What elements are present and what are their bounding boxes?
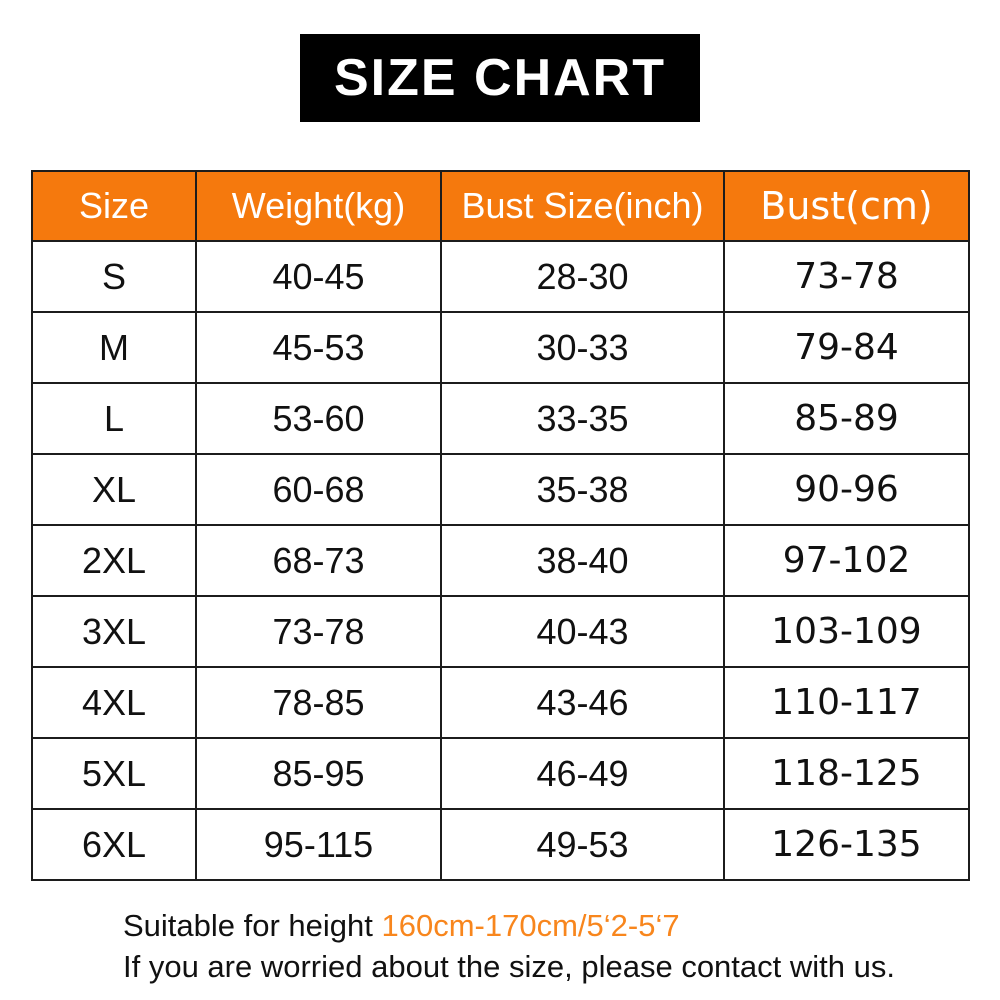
bust-inch-cell: 35-38 <box>441 454 724 525</box>
bust-inch-cell: 38-40 <box>441 525 724 596</box>
weight-cell: 68-73 <box>196 525 441 596</box>
header-cell-weight: Weight(kg) <box>196 171 441 241</box>
footer-note <box>123 905 1000 987</box>
bust-cm-cell: 73-78 <box>724 241 969 312</box>
bust-cm-cell: 97-102 <box>724 525 969 596</box>
bust-inch-cell: 43-46 <box>441 667 724 738</box>
table-row <box>32 596 969 667</box>
weight-cell: 78-85 <box>196 667 441 738</box>
weight-cell: 40-45 <box>196 241 441 312</box>
table-row <box>32 383 969 454</box>
table-header-row <box>32 171 969 241</box>
table-row <box>32 667 969 738</box>
weight-cell: 53-60 <box>196 383 441 454</box>
bust-inch-cell: 40-43 <box>441 596 724 667</box>
weight-cell: 73-78 <box>196 596 441 667</box>
weight-cell: 45-53 <box>196 312 441 383</box>
bust-cm-cell: 118-125 <box>724 738 969 809</box>
bust-cm-cell: 79-84 <box>724 312 969 383</box>
size-cell: 4XL <box>32 667 196 738</box>
size-cell: 5XL <box>32 738 196 809</box>
size-cell: 3XL <box>32 596 196 667</box>
bust-inch-cell: 30-33 <box>441 312 724 383</box>
bust-inch-cell: 46-49 <box>441 738 724 809</box>
table-body <box>32 241 969 880</box>
table-row <box>32 738 969 809</box>
bust-inch-cell: 49-53 <box>441 809 724 880</box>
size-cell: L <box>32 383 196 454</box>
size-chart-banner <box>300 34 700 122</box>
size-cell: 2XL <box>32 525 196 596</box>
header-cell-bust-cm: Bust(cm) <box>724 171 969 241</box>
size-table <box>31 170 970 881</box>
contact-line: If you are worried about the size, please contact with us. <box>123 949 895 984</box>
bust-inch-cell: 33-35 <box>441 383 724 454</box>
bust-inch-cell: 28-30 <box>441 241 724 312</box>
table-row <box>32 809 969 880</box>
header-cell-size: Size <box>32 171 196 241</box>
table-row <box>32 241 969 312</box>
bust-cm-cell: 126-135 <box>724 809 969 880</box>
table-row <box>32 312 969 383</box>
size-cell: M <box>32 312 196 383</box>
size-cell: 6XL <box>32 809 196 880</box>
height-range-line <box>123 905 1000 946</box>
weight-cell: 95-115 <box>196 809 441 880</box>
size-cell: S <box>32 241 196 312</box>
table-row <box>32 454 969 525</box>
weight-cell: 85-95 <box>196 738 441 809</box>
size-cell: XL <box>32 454 196 525</box>
bust-cm-cell: 110-117 <box>724 667 969 738</box>
bust-cm-cell: 85-89 <box>724 383 969 454</box>
bust-cm-cell: 90-96 <box>724 454 969 525</box>
table-row <box>32 525 969 596</box>
header-cell-bust-inch: Bust Size(inch) <box>441 171 724 241</box>
weight-cell: 60-68 <box>196 454 441 525</box>
height-range-prefix: Suitable for height <box>123 908 382 943</box>
height-range-highlight: 160cm-170cm/5‘2-5‘7 <box>381 908 680 943</box>
banner-title: SIZE CHART <box>334 49 666 107</box>
bust-cm-cell: 103-109 <box>724 596 969 667</box>
banner-wrap <box>0 0 1000 122</box>
